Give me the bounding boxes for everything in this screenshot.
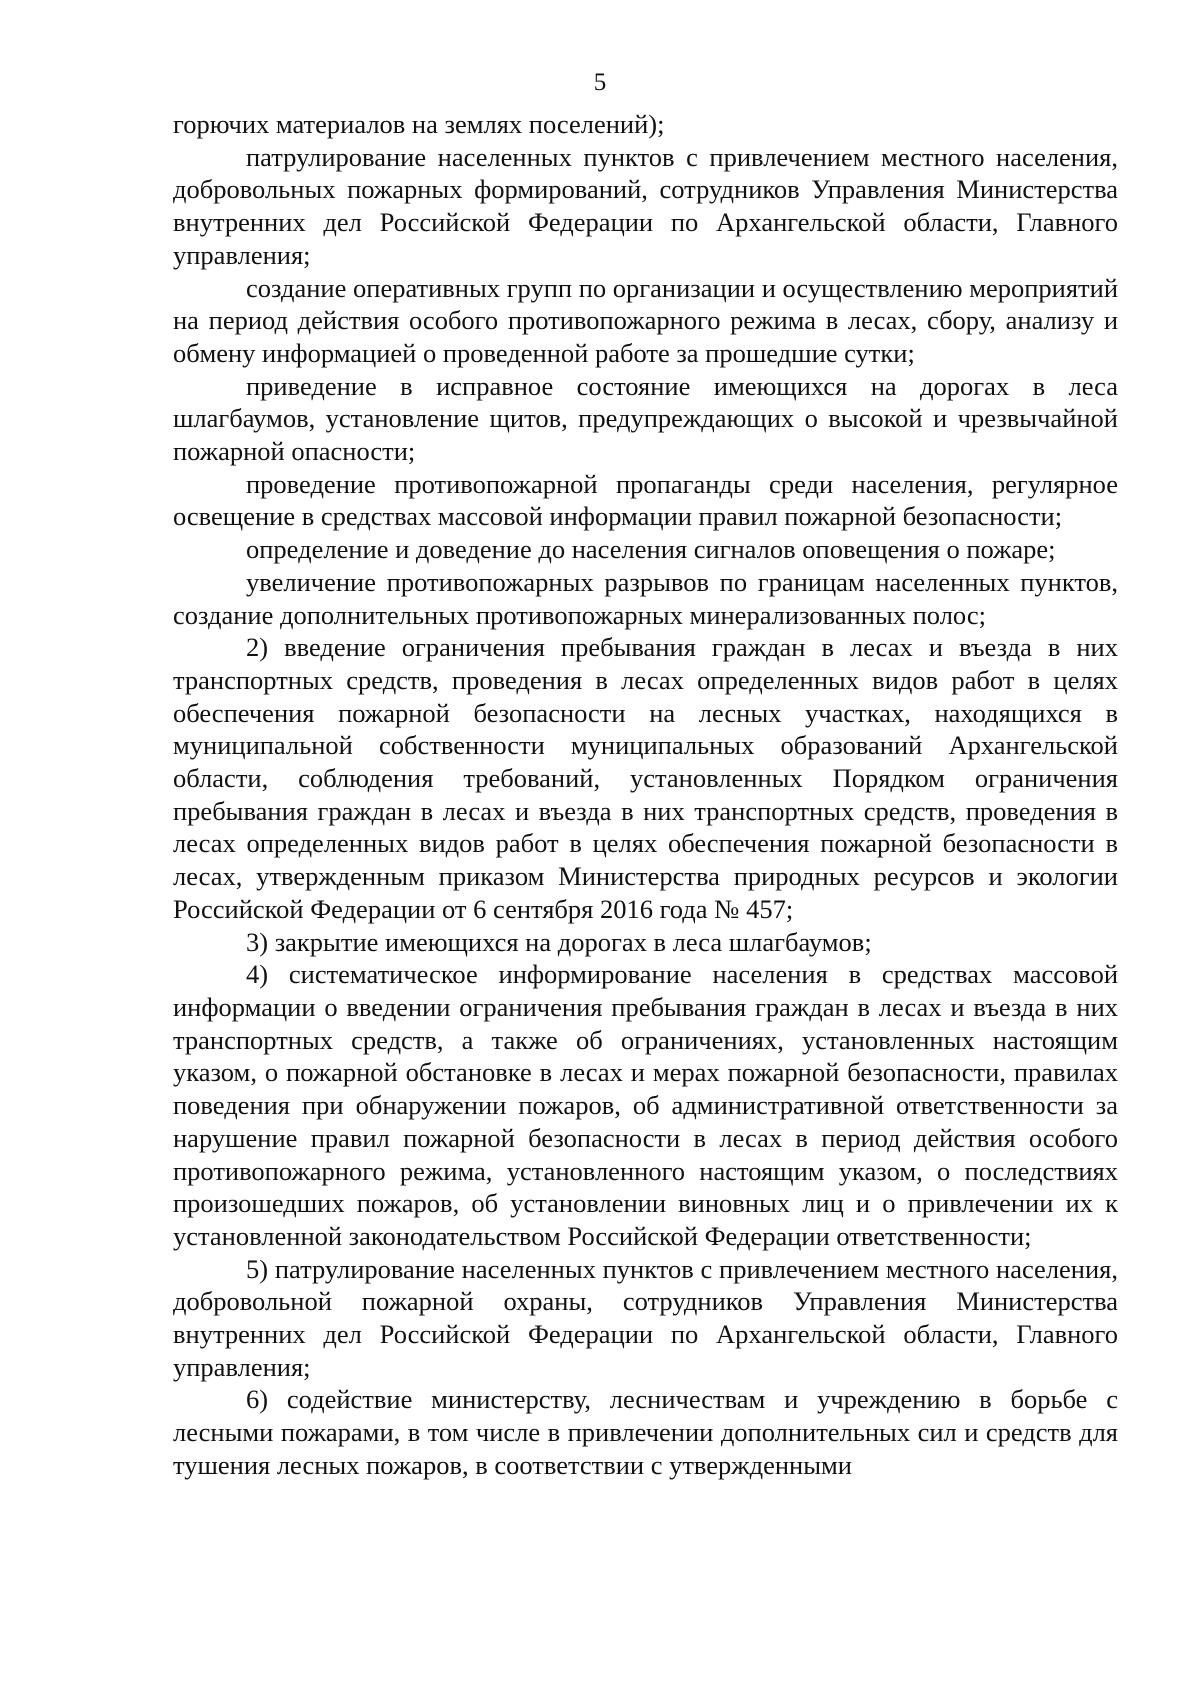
page-number: 5: [593, 69, 607, 96]
paragraph-item-6: 6) содействие министерству, лесничествам и учреждению в борьбе с лесными пожарами, в том числе в привлечении дополнительных сил и средств для тушения лесных пожаров, в соответствии с утвержденными: [173, 1384, 1118, 1480]
paragraph-firebreaks: увеличение противопожарных разрывов по границам населенных пунктов, создание дополнительных противопожарных минерализованных полос;: [173, 566, 1118, 630]
paragraph-fire-propaganda: проведение противопожарной пропаганды среди населения, регулярное освещение в средствах массовой информации правил пожарной безопасности;: [173, 468, 1118, 532]
paragraph-barriers-signs: приведение в исправное состояние имеющихся на дорогах в леса шлагбаумов, установление щитов, предупреждающих о высокой и чрезвычайной пожарной опасности;: [173, 370, 1118, 467]
paragraph-patrol-settlements: патрулирование населенных пунктов с привлечением местного населения, добровольных пожарных формирований, сотрудников Управления Министерства внутренних дел Российской Федерации по Архангельской области, Главного управления;: [173, 141, 1118, 270]
document-body: [173, 108, 1118, 1482]
paragraph-alert-signals: определение и доведение до населения сигналов оповещения о пожаре;: [246, 534, 1056, 565]
paragraph-operational-groups: создание оперативных групп по организации и осуществлению мероприятий на период действия особого противопожарного режима в лесах, сбору, анализу и обмену информацией о проведенной работе за прошедшие сутки;: [173, 272, 1118, 368]
paragraph-item-5: 5) патрулирование населенных пунктов с привлечением местного населения, добровольной пожарной охраны, сотрудников Управления Министерства внутренних дел Российской Федерации по Архангельской области, Главного управления;: [173, 1253, 1118, 1382]
paragraph-item-3: 3) закрытие имеющихся на дорогах в леса шлагбаумов;: [246, 926, 872, 957]
paragraph-item-4: 4) систематическое информирование населения в средствах массовой информации о введении ограничения пребывания граждан в лесах и въезда в них транспортных средств, а также об ограничениях, установленных настоящим указом, о пожарной обстановке в лесах и мерах пожарной безопасности, правилах поведения при обнаружении пожаров, об административной ответственности за нарушение правил пожарной безопасности в лесах в период действия особого противопожарного режима, установленного настоящим указом, о последствиях произошедших пожаров, об установлении виновных лиц и о привлечении их к установленной законодательством Российской Федерации ответственности;: [173, 959, 1118, 1251]
paragraph-continuation: горючих материалов на землях поселений);: [173, 109, 665, 139]
paragraph-item-2: 2) введение ограничения пребывания граждан в лесах и въезда в них транспортных средств, проведения в лесах определенных видов работ в целях обеспечения пожарной безопасности на лесных участках, находящихся в муниципальной собственности муниципальных образований Архангельской области, соблюдения требований, установленных Порядком ограничения пребывания граждан в лесах и въезда в них транспортных средств, проведения в лесах определенных видов работ в целях обеспечения пожарной безопасности в лесах, утвержденным приказом Министерства природных ресурсов и экологии Российской Федерации от 6 сентября 2016 года № 457;: [173, 632, 1118, 924]
